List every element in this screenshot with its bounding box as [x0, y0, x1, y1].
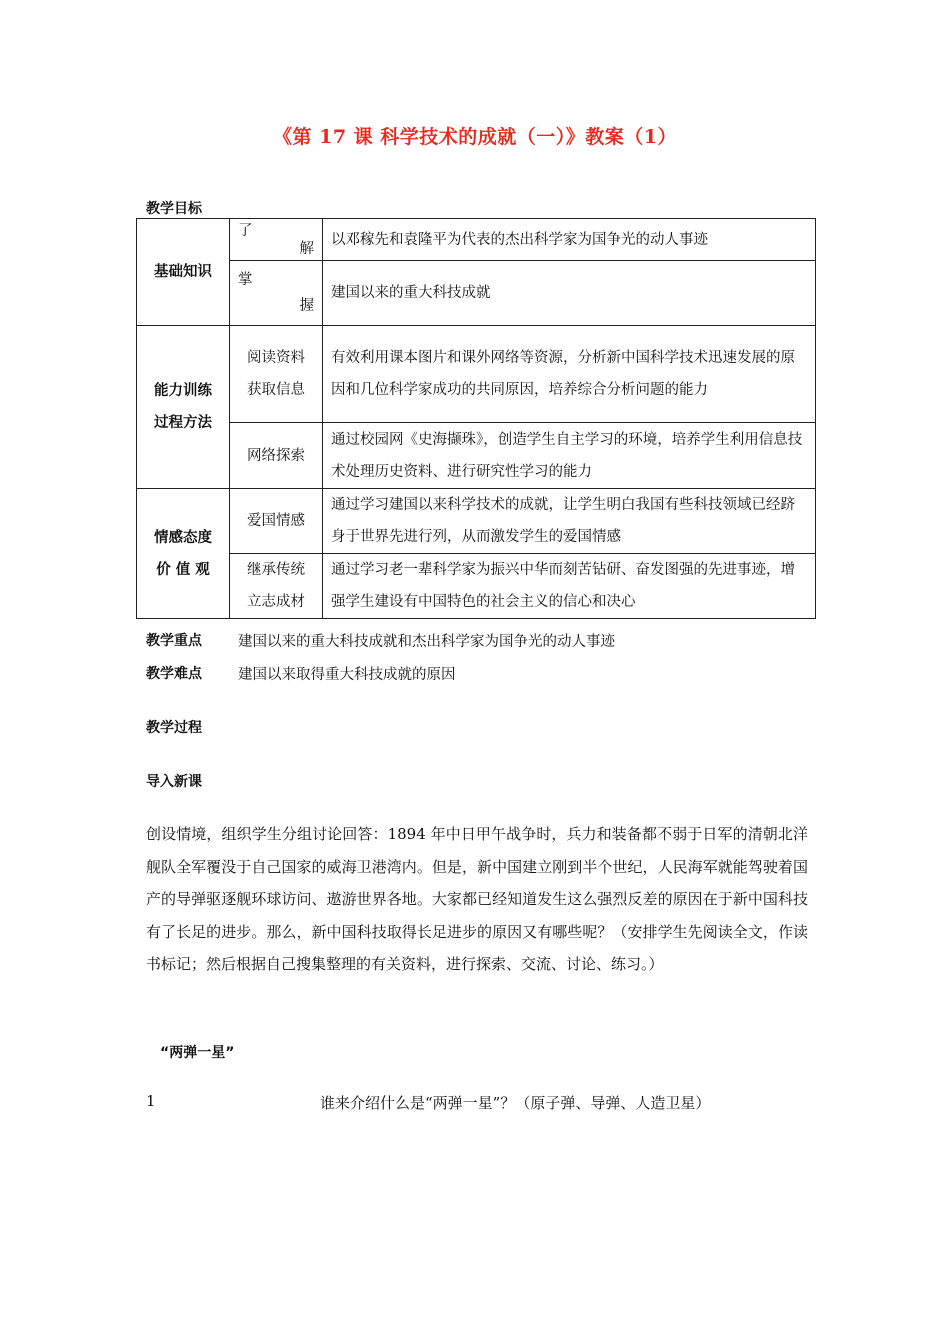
content-patriotic: 通过学习建国以来科学技术的成就，让学生明白我国有些科技领域已经跻身于世界先进行列，从而激发学生的爱国情感: [323, 489, 816, 554]
intro-paragraph: 创设情境，组织学生分组讨论回答：1894 年中日甲午战争时，兵力和装备都不弱于日军的清朝北洋舰队全军覆没于自己国家的威海卫港湾内。但是，新中国建立刚到半个世纪，人民海军就能驾驶着国产的导弹驱逐舰环球访问、遨游世界各地。大家都已经知道发生这么强烈反差的原因在于新中国科技有了长足的进步。那么，新中国科技取得长足进步的原因又有哪些呢？（安排学生先阅读全文，作读书标记；然后根据自己搜集整理的有关资料，进行探索、交流、讨论、练习。）: [146, 825, 808, 973]
content-reading: 有效利用课本图片和课外网络等资源，分析新中国科学技术迅速发展的原因和几位科学家成功的共同原因，培养综合分析问题的能力: [323, 326, 816, 423]
sub-tradition: 继承传统 立志成材: [230, 554, 323, 619]
sub-master: 掌 握: [230, 261, 323, 326]
sub-network: 网络探索: [230, 423, 323, 489]
intro-label: 导入新课: [146, 774, 202, 790]
difficult-point-text: 建国以来取得重大科技成就的原因: [238, 667, 456, 683]
category-ability: 能力训练 过程方法: [137, 326, 230, 489]
content-understand: 以邓稼先和袁隆平为代表的杰出科学家为国争光的动人事迹: [323, 219, 816, 261]
difficult-point-label: 教学难点: [146, 666, 202, 682]
sub-understand: 了 解: [230, 219, 323, 261]
objectives-table: [136, 218, 816, 619]
content-master: 建国以来的重大科技成就: [323, 261, 816, 326]
category-knowledge: 基础知识: [137, 219, 230, 326]
objectives-label: 教学目标: [146, 201, 202, 217]
content-network: 通过校园网《史海撷珠》，创造学生自主学习的环境，培养学生利用信息技术处理历史资料、进行研究性学习的能力: [323, 423, 816, 489]
sub-reading: 阅读资料 获取信息: [230, 326, 323, 423]
category-emotion: 情感态度 价 值 观: [137, 489, 230, 619]
sub-patriotic: 爱国情感: [230, 489, 323, 554]
process-label: 教学过程: [146, 720, 202, 736]
key-point-text: 建国以来的重大科技成就和杰出科学家为国争光的动人事迹: [238, 634, 615, 650]
content-tradition: 通过学习老一辈科学家为振兴中华而刻苦钻研、奋发图强的先进事迹，增强学生建设有中国特色的社会主义的信心和决心: [323, 554, 816, 619]
key-point-label: 教学重点: [146, 633, 202, 649]
item-question: 谁来介绍什么是“两弹一星”？（原子弹、导弹、人造卫星）: [320, 1094, 711, 1112]
document-title: 《第 17 课 科学技术的成就（一）》教案（1）: [272, 126, 677, 148]
item-number: 1: [146, 1092, 156, 1110]
section-heading: “两弹一星”: [160, 1045, 235, 1061]
